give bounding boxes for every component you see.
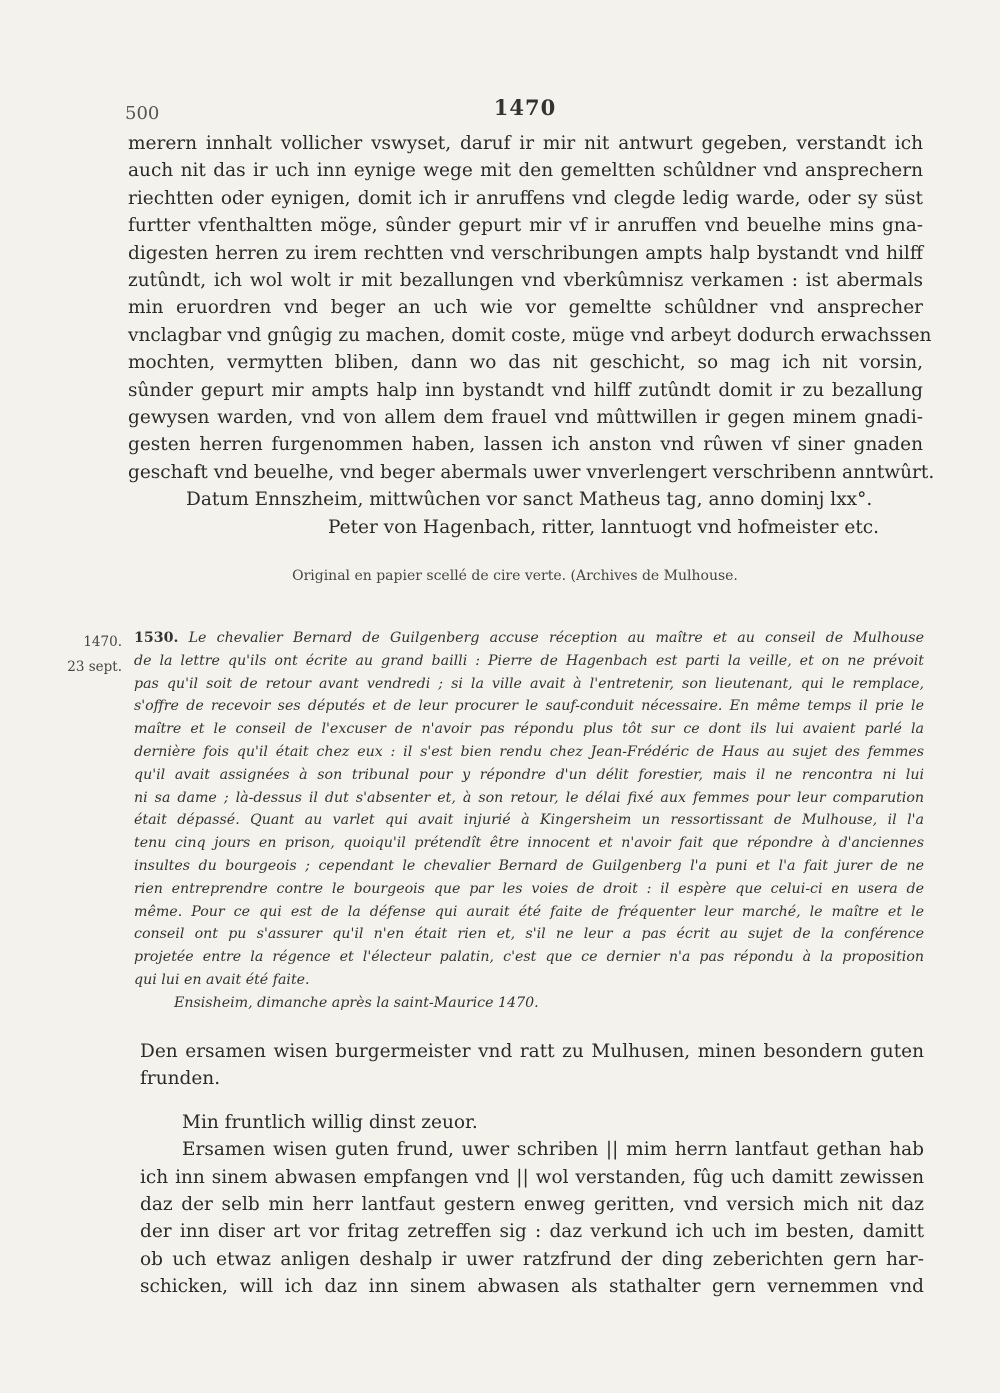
letter-line: gesten herren furgenommen haben, lassen ich anston vnd rûwen vf siner gnaden <box>128 434 923 456</box>
regest-line: maître et le conseil de l'excuser de n'avoir pas répondu plus tôt sur ce dont ils lui avaient parlé la <box>134 721 924 738</box>
letter-line: min eruordren vnd beger an uch wie vor gemeltte schûldner vnd ansprecher <box>128 297 923 319</box>
letter-text-block <box>128 130 935 541</box>
regest-first-line <box>134 627 924 650</box>
greeting-line: Min fruntlich willig dinst zeuor. <box>182 1111 478 1133</box>
page-number: 500 <box>125 103 160 124</box>
regest-line: projetée entre la régence et l'électeur palatin, c'est que ce dernier n'a pas répondu à la proposition <box>134 949 924 966</box>
regest-line: pas qu'il soit de retour avant vendredi ; si la ville avait à l'entretenir, son lieutenant, qui le remplace, <box>134 675 924 692</box>
letter-line: geschaft vnd beuelhe, vnd beger abermals uwer vnverlengert verschribenn anntwûrt. <box>128 461 935 483</box>
regest-line: conseil ont pu s'assurer qu'il n'en était rien et, s'il ne leur a pas écrit au sujet de la conférence <box>134 926 924 943</box>
letter2-line: schicken, will ich daz inn sinem abwasen als stathalter gern vernemmen vnd <box>140 1276 924 1298</box>
regest-line: qui lui en avait été faite. <box>134 971 310 988</box>
margin-year: 1470. <box>83 634 122 650</box>
page-header <box>125 95 925 125</box>
regest-line: tenu cinq jours en prison, quoiqu'il prétendît être innocent et n'avoir fait que répondre à d'anciennes <box>134 835 924 852</box>
letter-line: furtter vfenthaltten möge, sûnder gepurt mir vf ir anruffen vnd beuelhe mins gna- <box>128 215 923 237</box>
address-line: frunden. <box>140 1068 221 1090</box>
margin-date <box>58 630 122 680</box>
source-note: Original en papier scellé de cire verte. (Archives de Mulhouse. <box>292 568 738 584</box>
address-line: Den ersamen wisen burgermeister vnd ratt zu Mulhusen, minen besondern guten <box>140 1041 924 1062</box>
letter2-line: ob uch etwaz anligen deshalp ir uwer ratzfrund der ding zeberichten gern har- <box>140 1248 924 1270</box>
regest-line: ni sa dame ; là-dessus il dut s'absenter et, à son retour, le délai fixé aux femmes pour leur comparution <box>134 789 924 806</box>
regest-line: qu'il avait assignées à son tribunal pour y répondre d'un délit forestier, mais il ne rencontra ni lui <box>134 766 924 783</box>
regest-line: dernière fois qu'il était chez eux : il s'est bien rendu chez Jean-Frédéric de Haus au sujet des femmes <box>134 743 924 760</box>
letter2-line: ich inn sinem abwasen empfangen vnd || wol verstanden, fûg uch damitt zewissen <box>140 1166 924 1188</box>
letter-line: zutûndt, ich wol wolt ir mit bezallungen vnd vberkûmnisz verkamen : ist abermals <box>128 270 923 292</box>
letter-line: mochten, vermytten bliben, dann wo das nit geschicht, so mag ich nit vorsin, <box>128 352 923 374</box>
letter2-line: der inn diser art vor fritag zetreffen sig : daz verkund ich uch im besten, damitt <box>140 1221 924 1243</box>
regest-line: rien entreprendre contre le bourgeois que par les voies de droit : il espère que celui-ci en usera de <box>134 880 924 897</box>
letter-line: gewysen warden, vnd von allem dem frauel vnd mûttwillen ir gegen minem gnadi- <box>128 407 923 429</box>
regest-line: était dépassé. Quant au varlet qui avait injurié à Kingersheim un ressortissant de Mulhouse, il l'a <box>134 812 924 829</box>
letter-line: sûnder gepurt mir ampts halp inn bystandt vnd hilff zutûndt domit ir zu bezallung <box>128 379 923 401</box>
letter-datum: Datum Ennszheim, mittwûchen vor sanct Matheus tag, anno dominj lxx°. <box>186 489 873 511</box>
letter-line: auch nit das ir uch inn eynige wege mit den gemeltten schûldner vnd ansprechern <box>128 160 923 182</box>
regest-line: de la lettre qu'ils ont écrite au grand bailli : Pierre de Hagenbach est parti la veille, et on ne prévoit <box>134 652 924 669</box>
page-year-heading: 1470 <box>493 95 557 120</box>
regest-place-date: Ensisheim, dimanche après la saint-Maurice 1470. <box>174 994 539 1011</box>
letter2-line: daz der selb min herr lantfaut gestern enweg geritten, vnd versich mich nit daz <box>140 1194 924 1216</box>
regest-first-text: Le chevalier Bernard de Guilgenberg accuse réception au maître et au conseil de Mulhouse <box>188 630 924 646</box>
regest-line: insultes du bourgeois ; cependant le chevalier Bernard de Guilgenberg l'a puni et l'a fait jurer de ne <box>134 857 924 874</box>
letter2-line: Ersamen wisen guten frund, uwer schriben || mim herrn lantfaut gethan hab <box>182 1139 924 1161</box>
regest-summary <box>134 627 924 1015</box>
regest-line: s'offre de recevoir ses députés et de leur procurer le sauf-conduit nécessaire. En même temps il prie le <box>134 698 924 715</box>
letter-line: digesten herren zu irem rechtten vnd verschribungen ampts halp bystandt vnd hilff <box>128 242 923 264</box>
margin-day: 23 sept. <box>67 659 122 675</box>
letter-line: merern innhalt vollicher vswyset, daruf ir mir nit antwurt gegeben, verstandt ich <box>128 133 923 154</box>
letter-signature: Peter von Hagenbach, ritter, lanntuogt vnd hofmeister etc. <box>328 516 880 538</box>
second-letter-block <box>140 1038 924 1301</box>
letter-line: vnclagbar vnd gnûgig zu machen, domit coste, müge vnd arbeyt dodurch erwachssen <box>128 324 932 346</box>
letter-line: riechtten oder eynigen, domit ich ir anruffens vnd clegde ledig warde, oder sy süst <box>128 187 923 209</box>
regest-line: même. Pour ce qui est de la défense qui aurait été faite de fréquenter leur marché, le maître et le <box>134 903 924 920</box>
regest-number: 1530. <box>134 630 179 646</box>
